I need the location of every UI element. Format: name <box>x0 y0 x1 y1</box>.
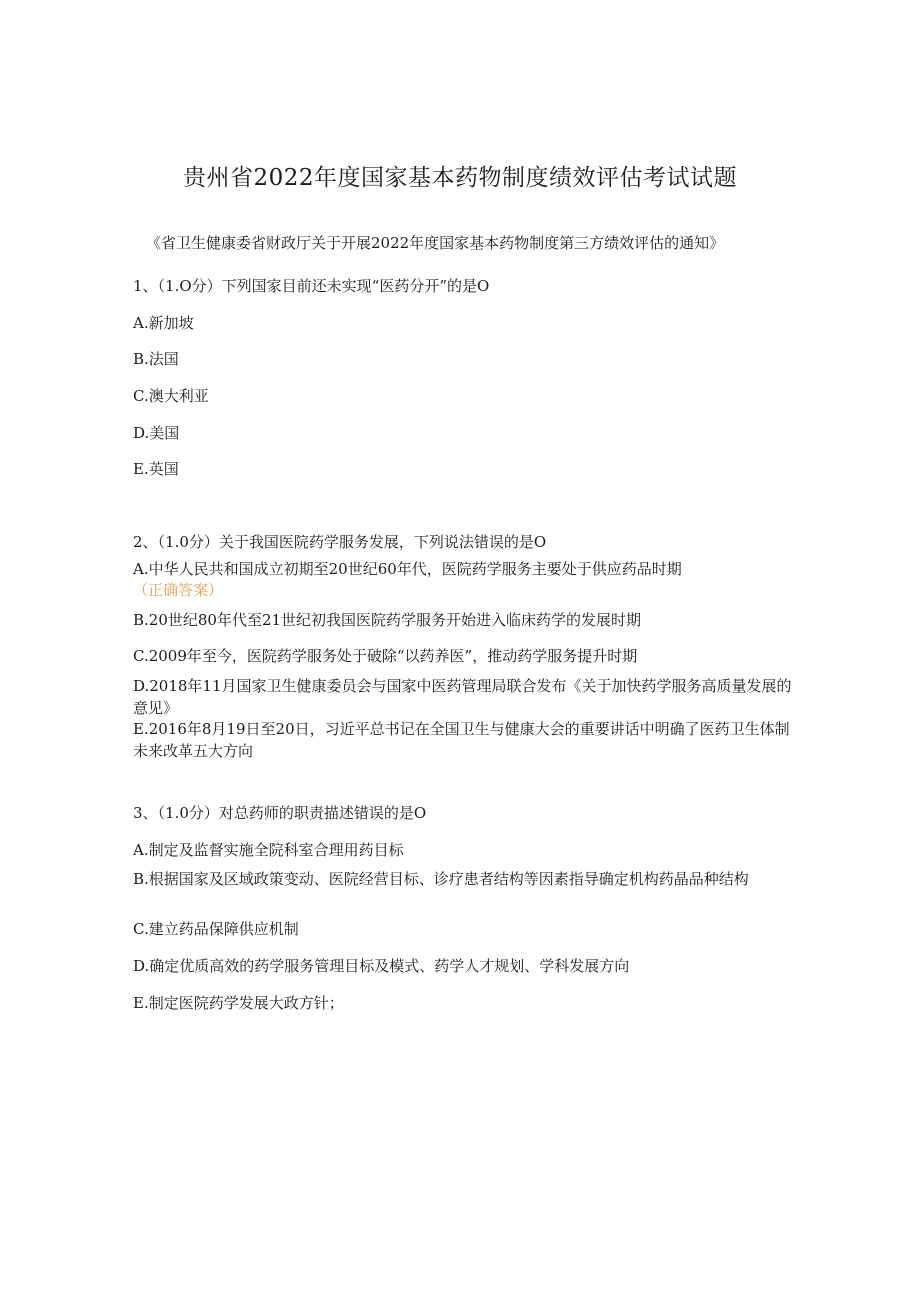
question-3-option-a: A.制定及监督实施全院科室合理用药目标 <box>133 841 404 859</box>
question-1-option-b: B.法国 <box>133 350 179 368</box>
question-3-option-b: B.根据国家及区域政策变动、医院经营目标、诊疗患者结构等因素指导确定机构药晶品种结构 <box>133 870 749 888</box>
question-1-option-c: C.澳大利亚 <box>133 387 209 405</box>
page-title: 贵州省2022年度国家基本药物制度绩效评估考试试题 <box>182 165 738 191</box>
question-2-option-d: D.2018年11月国家卫生健康委员会与国家中医药管理局联合发布《关于加快药学服务高质量发展的意见》 <box>133 677 792 717</box>
question-1-stem: 1、（1.O分）下列国家目前还未实现“医药分开”的是O <box>133 277 490 295</box>
question-3-option-c: C.建立药品保障供应机制 <box>133 920 299 938</box>
question-3-stem: 3、（1.0分）对总药师的职责描述错误的是O <box>133 804 427 822</box>
question-2-stem: 2、（1.0分）关于我国医院药学服务发展，下列说法错误的是O <box>133 533 547 551</box>
question-2-option-b: B.20世纪80年代至21世纪初我国医院药学服务开始进入临床药学的发展时期 <box>133 611 642 629</box>
question-2-option-a: A.中华人民共和国成立初期至20世纪60年代，医院药学服务主要处于供应药品时期 <box>133 560 682 578</box>
question-1-option-e: E.英国 <box>133 460 179 478</box>
intro-paragraph: 《省卫生健康委省财政厅关于开展2022年度国家基本药物制度第三方绩效评估的通知》 <box>146 234 725 252</box>
question-3-option-d: D.确定优质高效的药学服务管理目标及模式、药学人才规划、学科发展方向 <box>133 957 630 975</box>
question-1-option-a: A.新加坡 <box>133 314 194 332</box>
question-2-option-c: C.2009年至今，医院药学服务处于破除“以药养医”，推动药学服务提升时期 <box>133 647 638 665</box>
correct-answer-mark: （正确答案） <box>133 581 224 599</box>
question-1-option-d: D.美国 <box>133 424 180 442</box>
question-3-option-e: E.制定医院药学发展大政方针； <box>133 994 344 1012</box>
question-2-option-e: E.2016年8月19日至20日，习近平总书记在全国卫生与健康大会的重要讲话中明确了医药卫生体制未来改革五大方向 <box>133 720 790 760</box>
